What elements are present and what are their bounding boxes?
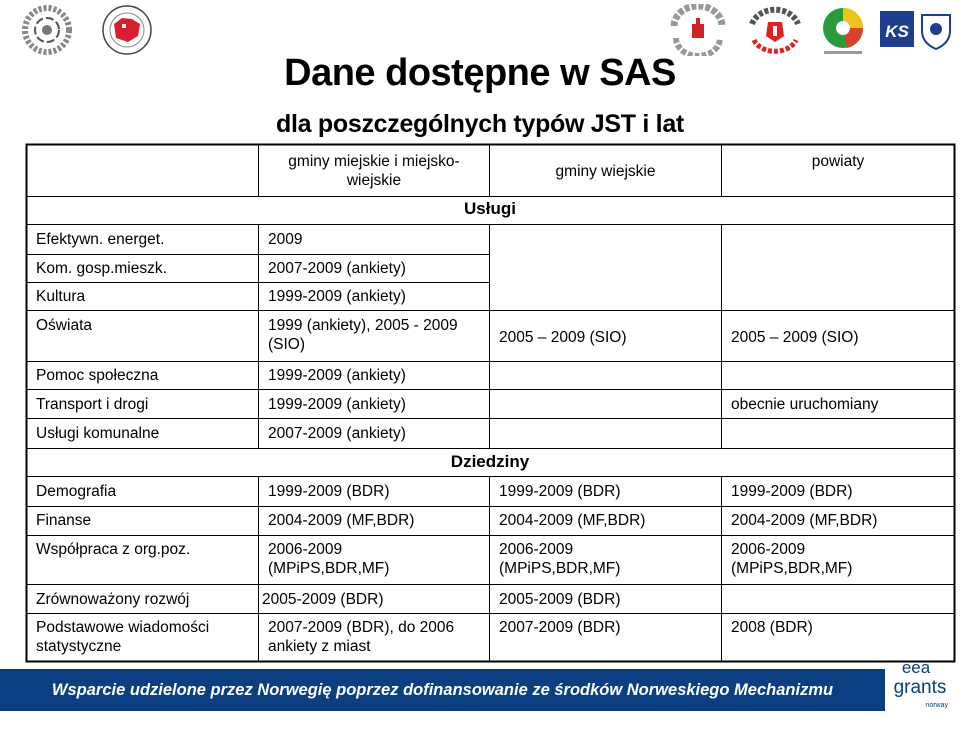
eea-line2: grants [893, 677, 947, 698]
row-label: Usługi komunalne [36, 425, 160, 442]
col-header-gminy-miejskie: gminy miejskie i miejsko-wiejskie [288, 153, 460, 189]
row-value: 2005 – 2009 (SIO) [499, 329, 627, 346]
row-label: Kom. gosp.mieszk. [36, 260, 167, 277]
row-label: Kultura [36, 288, 86, 305]
row-value: 2007-2009 (ankiety) [268, 260, 406, 277]
row-value: 2007-2009 (BDR), do 2006 ankiety z miast [268, 619, 455, 655]
row-label: Finanse [36, 512, 92, 529]
row-label: Zrównoważony rozwój [36, 591, 190, 608]
row-value: 1999-2009 (ankiety) [268, 367, 406, 384]
row-label: Pomoc społeczna [36, 367, 159, 384]
page-subtitle: dla poszczególnych typów JST i lat [276, 110, 684, 138]
row-value: 2005-2009 (BDR) [499, 591, 621, 608]
row-value: 2005-2009 (BDR) [262, 591, 384, 608]
eea-line3: norway [925, 702, 948, 709]
row-value: 2009 [268, 231, 303, 248]
eea-line1: eea [901, 658, 931, 677]
col-header-gminy-wiejskie: gminy wiejskie [555, 163, 656, 180]
row-label: Transport i drogi [36, 396, 149, 413]
row-value: 2005 – 2009 (SIO) [731, 329, 859, 346]
row-value: 2004-2009 (MF,BDR) [499, 512, 646, 529]
row-value: 1999-2009 (BDR) [731, 483, 853, 500]
row-value: 2007-2009 (BDR) [499, 619, 621, 636]
page-title: Dane dostępne w SAS [284, 52, 676, 94]
row-value: obecnie uruchomiany [731, 396, 879, 413]
row-value: 2007-2009 (ankiety) [268, 425, 406, 442]
eea-grants-logo [886, 657, 960, 711]
row-value: 1999-2009 (ankiety) [268, 396, 406, 413]
section-uslugi: Usługi [464, 199, 516, 218]
row-value: 1999-2009 (ankiety) [268, 288, 406, 305]
row-value: 2006-2009 (MPiPS,BDR,MF) [731, 541, 853, 577]
row-label: Oświata [36, 317, 92, 334]
row-label: Podstawowe wiadomości statystyczne [36, 619, 210, 655]
row-value: 1999-2009 (BDR) [499, 483, 621, 500]
row-value: 1999 (ankiety), 2005 - 2009 (SIO) [268, 317, 458, 353]
col-header-powiaty: powiaty [811, 153, 865, 170]
row-value: 2006-2009 (MPiPS,BDR,MF) [499, 541, 621, 577]
row-value: 2006-2009 (MPiPS,BDR,MF) [268, 541, 390, 577]
row-value: 2008 (BDR) [731, 619, 813, 636]
row-value: 1999-2009 (BDR) [268, 483, 390, 500]
svg-text:KS: KS [885, 22, 909, 41]
footer-banner [0, 669, 885, 741]
row-value: 2004-2009 (MF,BDR) [731, 512, 878, 529]
section-dziedziny: Dziedziny [450, 452, 530, 471]
row-label: Efektywn. energet. [36, 231, 165, 248]
row-value: 2004-2009 (MF,BDR) [268, 512, 415, 529]
row-label: Demografia [36, 483, 117, 500]
footer-text: Wsparcie udzielone przez Norwegię poprzez dofinansowanie ze środków Norweskiego Mechanizmu Finansowego [51, 681, 834, 741]
row-label: Współpraca z org.poz. [36, 541, 191, 558]
